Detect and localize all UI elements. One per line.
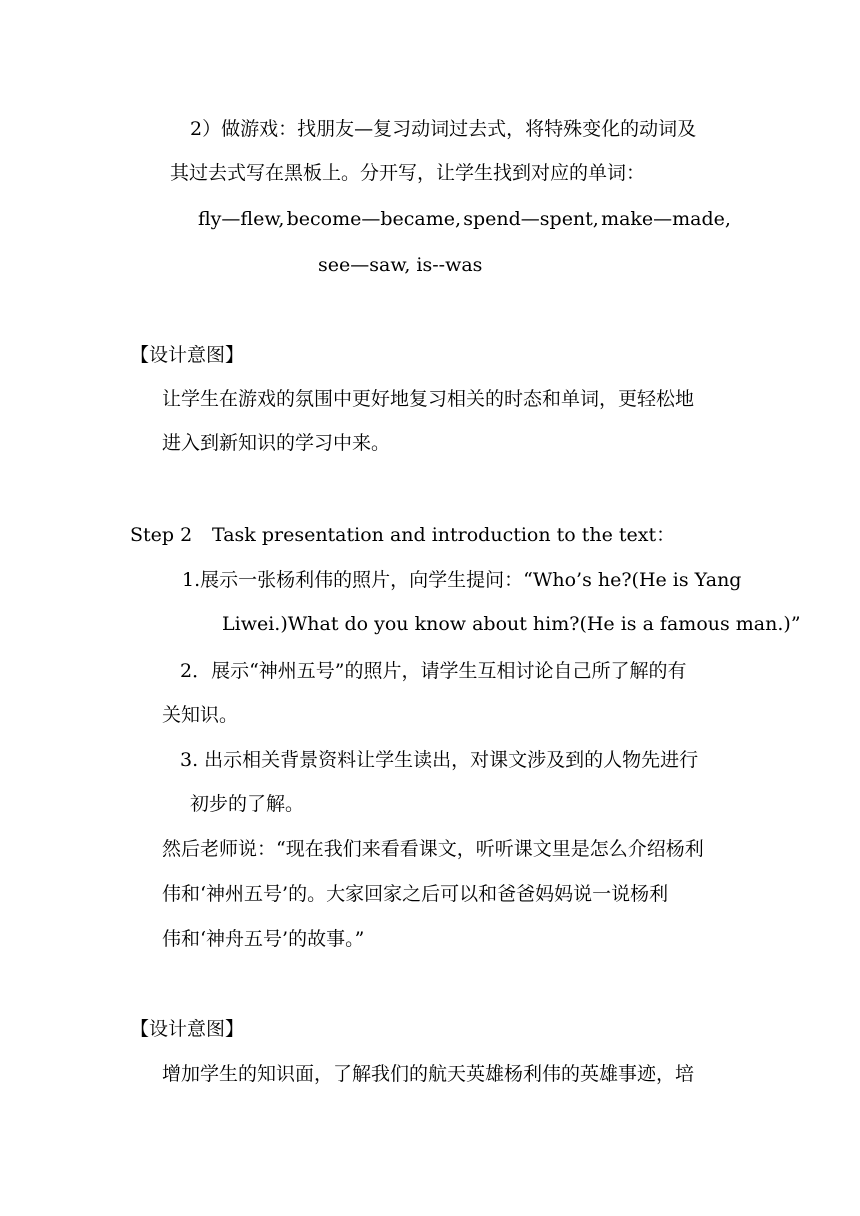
design-intent-line-1: 让学生在游戏的氛围中更好地复习相关的时态和单词，更轻松地 (162, 388, 695, 410)
step-item-2-line-2: 关知识。 (162, 704, 239, 726)
step-item-3-line-2: 初步的了解。 (190, 793, 305, 815)
verb-pair: make—made, (601, 208, 731, 230)
verb-pair: spend—spent, (463, 208, 599, 230)
design-intent-heading-2: 【设计意图】 (130, 1018, 245, 1040)
teacher-line-2: 伟和‘神州五号’的。大家回家之后可以和爸爸妈妈说一说杨利 (162, 883, 669, 905)
verb-pair: fly—flew, (198, 208, 285, 230)
verb-pair: become—became, (286, 208, 462, 230)
teacher-line-1: 然后老师说：“现在我们来看看课文，听听课文里是怎么介绍杨利 (162, 838, 704, 860)
design-intent-2-line-1: 增加学生的知识面，了解我们的航天英雄杨利伟的英雄事迹，培 (162, 1063, 695, 1085)
design-intent-line-2: 进入到新知识的学习中来。 (162, 432, 391, 454)
step-item-1-line-2: Liwei.)What do you know about him?(He is a famous man.)” (222, 613, 801, 635)
game-line-1: 2）做游戏：找朋友—复习动词过去式，将特殊变化的动词及 (190, 118, 697, 140)
game-line-2: 其过去式写在黑板上。分开写，让学生找到对应的单词： (170, 162, 646, 184)
step-label: Step 2 (130, 524, 193, 546)
step-item-1-line-1: 1.展示一张杨利伟的照片，向学生提问：“Who’s he?(He is Yang (182, 569, 742, 591)
step-title: Task presentation and introduction to the text： (212, 524, 676, 546)
design-intent-heading: 【设计意图】 (130, 344, 245, 366)
step-item-3-line-1: 3. 出示相关背景资料让学生读出，对课文涉及到的人物先进行 (180, 749, 699, 771)
verb-pairs-last: see—saw, is--was (318, 254, 483, 276)
verb-pairs-row (198, 207, 731, 231)
step-item-2-line-1: 2．展示“神州五号”的照片，请学生互相讨论自己所了解的有 (180, 660, 687, 682)
teacher-line-3: 伟和‘神舟五号’的故事。” (162, 928, 365, 950)
